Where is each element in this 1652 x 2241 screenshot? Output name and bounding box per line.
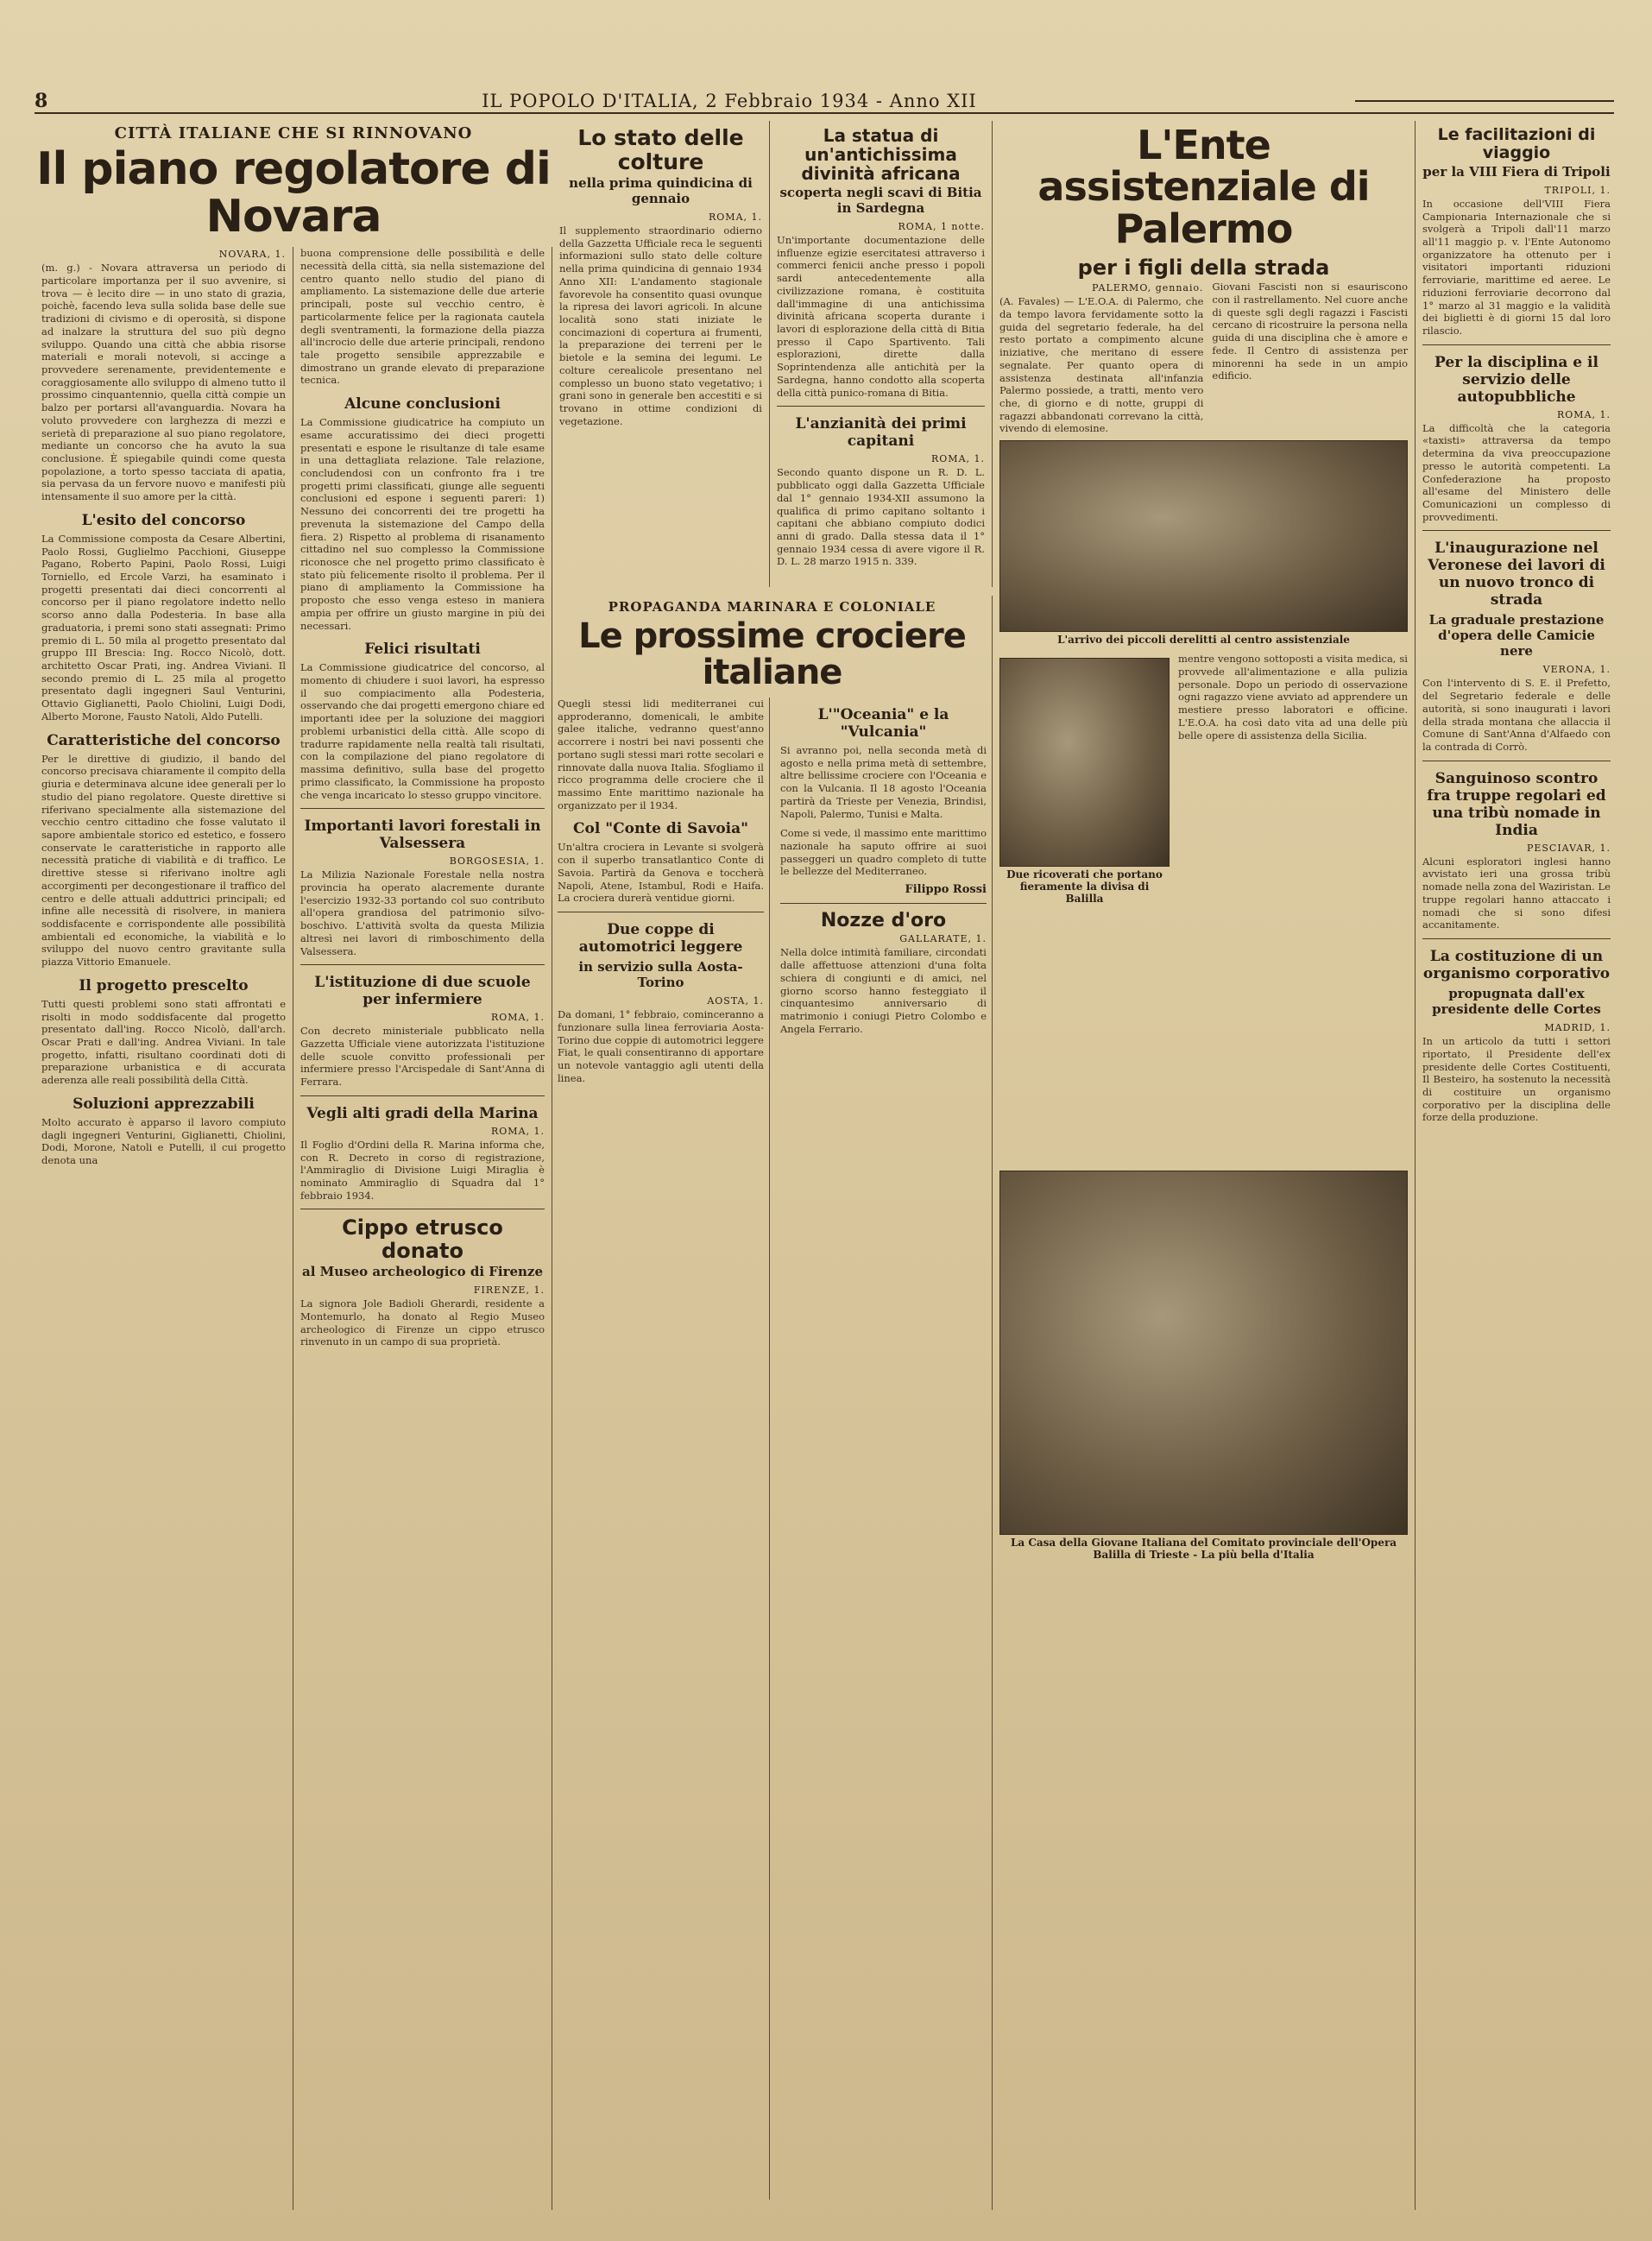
novara-text-5: Molto accurato è apparso il lavoro compiuto dagli ingegneri Venturini, Giglianetti, Chiolini, Dodi, Morone, Natoli e Putelli, il cui progetto denota una xyxy=(41,1115,286,1167)
autopubbliche-text: La difficoltà che la categoria «taxisti» attraversa da tempo determina da viva preoccupazione presso le autorità competenti. La Confederazione ha proposto all'esame del Ministero delle Comunicazioni un complesso di provvedimenti. xyxy=(1422,421,1611,523)
valsessera-dateline: BORGOSESIA, 1. xyxy=(449,855,545,868)
nozze-headline: Nozze d'oro xyxy=(820,910,947,932)
palermo-text-2: Giovani Fascisti non si esauriscono con il rastrellamento. Nel cuore anche di queste sgli degli ragazzi i Fascisti cercano di ricostruire la persona nella guida di una disciplina che è amore e fede. Il Centro di assistenza per minorenni ha sede in un ampio edificio. xyxy=(1212,281,1408,382)
palermo-text-3: mentre vengono sottoposti a visita medica, si provvede all'alimentazione e alla pulizia personale. Dopo un periodo di osservazione ogni ragazzo viene avviato ad apprendere un mestiere presso laboratori e officine. L'E.O.A. ha così dato vita ad una delle più belle opere di assistenza della Sicilia. xyxy=(1178,653,1408,742)
automotrici-text: Da domani, 1° febbraio, cominceranno a funzionare sulla linea ferroviaria Aosta-Torino due coppie di automotrici leggere Fiat, le quali consentiranno di apportare un notevole vantaggio agli utenti della linea. xyxy=(558,1008,764,1084)
palermo-column-left xyxy=(999,281,1203,435)
cortes-text: In un articolo da tutti i settori riportato, il Presidente dell'ex presidente delle Cortes Costituenti, Il Besteiro, ha sostenuto la necessità di costituire un organismo corporativo per la disciplina delle forze della produzione. xyxy=(1422,1035,1611,1124)
colture-headline: Lo stato delle colture xyxy=(577,125,744,174)
photo-arrival xyxy=(999,440,1408,632)
marina-text: Il Foglio d'Ordini della R. Marina informa che, con R. Decreto in corso di registrazione, l'Ammiraglio di Divisione Luigi Miraglia è nominato Ammiraglio di Squadra dal 1° febbraio 1934. xyxy=(300,1138,545,1202)
novara-column-left xyxy=(35,247,293,2210)
cortes-subheadline: propugnata dall'ex presidente delle Cortes xyxy=(1432,986,1601,1018)
tripoli-headline: Le facilitazioni di viaggio xyxy=(1437,125,1596,162)
novara-text-2: La Commissione composta da Cesare Albertini, Paolo Rossi, Guglielmo Pacchioni, Giuseppe Pagano, Roberto Papini, Paolo Rossi, Luigi Torniello, ed Ercole Varzi, ha esaminato i progetti presentati dai dieci concorrenti al concorso per il piano regolatore indetto nello scorso anno dalla Podesteria. In base alla graduatoria, i premi sono stati assegnati: Primo premio di L. 50 mila al progetto presentato dal gruppo III Brescia: Ing. Rocco Nicolò, dott. architetto Oscar Prati, ing. Andrea Viviani. Il secondo premio di L. 25 mila al progetto presentato dagli ingegneri Saul Venturini, Ottavio Giglianetti, Paolo Chiolini, Luigi Dodi, Alberto Morone, Fausto Natoli, Aldo Putelli. xyxy=(41,532,286,723)
nozze-text: Nella dolce intimità familiare, circondati dalle affettuose attenzioni d'una folta schiera di congiunti e di amici, nel giorno scorso hanno festeggiato il cinquantesimo anniversario di matrimonio i coniugi Pietro Colombo e Angela Ferrario. xyxy=(780,946,987,1035)
colture-text: Il supplemento straordinario odierno della Gazzetta Ufficiale reca le seguenti informazioni sullo stato delle colture nella prima quindicina di gennaio 1934 Anno XII: L'andamento stagionale favorevole ha consentito quasi ovunque la ripresa dei lavori agricoli. In alcune località sono stati iniziate le concimazioni di copertura ai frumenti, la preparazione dei terreni per le bietole e la semina dei legumi. Le colture cerealicole presentano nel complesso un buono stato vegetativo; i grani sono in generale ben accestiti e si trovano in ottime condizioni di vegetazione. xyxy=(559,224,762,427)
scuole-headline: L'istituzione di due scuole per infermiere xyxy=(314,974,531,1009)
tripoli-text: In occasione dell'VIII Fiera Campionaria Internazionale che si svolgerà a Tripoli dall'11 marzo all'11 maggio p. v. l'Ente Autonomo organizzatore ha ottenuto per i visitatori importanti riduzioni ferroviarie, marittime ed aeree. Le riduzioni ferroviarie decorrono dal 1° marzo al 31 maggio e la validità dei biglietti è di giorni 15 dal loro rilascio. xyxy=(1422,197,1611,337)
veronese-subheadline: La graduale prestazione d'opera delle Camicie nere xyxy=(1428,612,1605,660)
marina-dateline: ROMA, 1. xyxy=(491,1125,545,1137)
photo-casa-giovane-caption: La Casa della Giovane Italiana del Comitato provinciale dell'Opera Balilla di Trieste - La più bella d'Italia xyxy=(1010,1537,1397,1562)
palermo-photo-column xyxy=(999,653,1170,912)
palermo-subheadline: per i figli della strada xyxy=(1077,255,1330,280)
marina-headline: Vegli alti gradi della Marina xyxy=(306,1104,539,1122)
divider xyxy=(1422,344,1611,345)
india-text: Alcuni esploratori inglesi hanno avvistato ieri una grossa tribù nomade nella zona del Waziristan. Le truppe regolari hanno attaccato i nomadi che si sono difesi accanitamente. xyxy=(1422,855,1611,931)
header-rule xyxy=(1355,100,1614,102)
crociere-text-3: Un'altra crociera in Levante si svolgerà con il superbo transatlantico Conte di Savoia. Partirà da Genova e toccherà Napoli, Atene, Istambul, Rodi e Haifa. La crociera durerà ventidue giorni. xyxy=(558,841,764,905)
novara-article xyxy=(35,121,552,2210)
scuole-text: Con decreto ministeriale pubblicato nella Gazzetta Ufficiale viene autorizzata l'istituzione delle scuole convitto professionali per infermiere presso l'Arcispedale di Sant'Anna di Ferrara. xyxy=(300,1025,545,1089)
statua-text: Un'importante documentazione delle influenze egizie esercitatesi attraverso i commerci fenicii anche presso i popoli sardi antecedentemente alla civilizzazione romana, è costituita dall'immagine di una antichissima divinità africana scoperta durante i lavori di esplorazione della città di Bitia presso il Capo Spartivento. Tali esplorazioni, dirette dalla Soprintendenza alle antichità per la Sardegna, hanno condotto alla scoperta della città punico-romana di Bitia. xyxy=(777,234,985,399)
capitani-text: Secondo quanto dispone un R. D. L. pubblicato oggi dalla Gazzetta Ufficiale dal 1° gennaio 1934-XII assumono la qualifica di primo capitano soltanto i capitani che abbiano compiuto dodici anni di grado. Dalla stessa data il 1° gennaio 1934 cessa di avere vigore il R. D. L. 28 marzo 1915 n. 339. xyxy=(777,466,985,568)
novara-section-progetto: Il progetto prescelto xyxy=(79,976,249,994)
tripoli-dateline: TRIPOLI, 1. xyxy=(1544,184,1611,196)
capitani-headline: L'anzianità dei primi capitani xyxy=(795,415,967,451)
palermo-article xyxy=(993,121,1416,2210)
page-number: 8 xyxy=(35,90,48,112)
crociere-headline: Le prossime crociere italiane xyxy=(578,616,966,692)
newspaper-title: IL POPOLO D'ITALIA, 2 Febbraio 1934 - Anno XII xyxy=(482,91,977,111)
automotrici-headline: Due coppe di automotrici leggere xyxy=(578,921,743,956)
divider xyxy=(1422,938,1611,939)
palermo-dateline: PALERMO, gennaio. xyxy=(1092,282,1204,294)
autopubbliche-headline: Per la disciplina e il servizio delle autopubbliche xyxy=(1434,353,1598,406)
crociere-column-left xyxy=(558,698,770,2200)
crociere-signature: Filippo Rossi xyxy=(905,883,987,897)
crociere-text-1: Quegli stessi lidi mediterranei cui approderanno, domenicali, le ambite galee italiche, vedranno quest'anno accorrere i nostri bei navi possenti che portano sugli stessi mari rotte secolari e rinnovate dalla nuova Italia. Sfogliamo il ricco programma delle crociere che il massimo Ente marittimo nazionale ha organizzato per il 1934. xyxy=(558,698,764,811)
crociere-section-conte: Col "Conte di Savoia" xyxy=(572,820,749,838)
palermo-column-right xyxy=(1212,281,1408,435)
cippo-dateline: FIRENZE, 1. xyxy=(473,1285,545,1297)
crociere-column-right xyxy=(780,698,987,2200)
novara-text-1: (m. g.) - Novara attraversa un periodo di particolare importanza per il suo avvenire, si trova — è lecito dire — in uno stato di grazia, poichè, facendo leva sulla solida base delle sue tradizioni di civismo e di operosità, si dispone ad inalzare la struttura del suo più degno sviluppo. Quando una città che abbia risorse materiali e morali notevoli, si accinge a provvedere serenamente, previdentemente e coraggiosamente allo sviluppo di almeno tutto il prossimo cinquantennio, quella città compie un balzo per portarsi all'avanguardia. Novara ha voluto provvedere con larghezza di mezzi e serietà di preparazione al suo piano regolatore, mediante un concorso che ha avuto la sua conclusione. È spiegabile quindi come questa popolazione, a torto spesso tacciata di apatia, sia pervasa da un fervore nuovo e manifesti più intensamente il suo amore per la città. xyxy=(41,262,286,503)
colture-dateline: ROMA, 1. xyxy=(709,211,762,223)
divider xyxy=(300,964,545,965)
statua-dateline: ROMA, 1 notte. xyxy=(898,221,985,232)
colture-article xyxy=(552,121,770,587)
scuole-dateline: ROMA, 1. xyxy=(491,1012,545,1024)
cippo-headline: Cippo etrusco donato xyxy=(342,1215,503,1263)
cortes-headline: La costituzione di un organismo corporativo xyxy=(1422,948,1611,983)
novara-text-6: buona comprensione delle possibilità e delle necessità della città, sia nella sistemazione del centro quanto nello studio del piano di ampliamento. La sistemazione delle due arterie principali, poste sul vecchio centro, è particolarmente felice per la ragionata cautela degli sventramenti, la formazione della piazza all'incrocio delle due arterie principali, rendono tale progetto sensibile apprezzabile e dimostrano un grande elevato di preparazione tecnica. xyxy=(300,247,545,387)
automotrici-subheadline: in servizio sulla Aosta-Torino xyxy=(578,959,743,991)
automotrici-dateline: AOSTA, 1. xyxy=(707,995,764,1007)
divider xyxy=(1422,530,1611,531)
crociere-section-oceania: L'"Oceania" e la "Vulcania" xyxy=(817,706,949,741)
india-headline: Sanguinoso scontro fra truppe regolari ed una tribù nomade in India xyxy=(1427,769,1606,839)
palermo-headline: L'Ente assistenziale di Palermo xyxy=(1037,122,1370,252)
statua-headline: La statua di un'antichissima divinità africana xyxy=(801,125,961,184)
photo-balilla xyxy=(999,658,1170,867)
crociere-article xyxy=(552,596,993,2210)
novara-headline: Il piano regolatore di Novara xyxy=(36,143,551,243)
statua-article xyxy=(770,121,993,587)
novara-section-risultati: Felici risultati xyxy=(364,641,481,659)
novara-section-caratteristiche: Caratteristiche del concorso xyxy=(47,731,281,749)
novara-section-conclusioni: Alcune conclusioni xyxy=(344,395,501,413)
veronese-headline: L'inaugurazione nel Veronese dei lavori di un nuovo tronco di strada xyxy=(1428,540,1605,609)
novara-text-3: Per le direttive di giudizio, il bando del concorso precisava chiaramente il compito della giuria e determinava alcune idee generali per lo studio del piano regolatore. Queste direttive si riferivano specialmente alla sistemazione del vecchio centro cittadino che fosse valutato il sapore ambientale storico ed estetico, e fossero conservate le caratteristiche in rapporto alle necessità pratiche di viabilità e di traffico. Le direttive stesse si riferivano inoltre agli accorgimenti per decongestionare il traffico del centro e delle attuali adduttrici principali; ed infine alle necessità di risolvere, in maniera soddisfacente e corrispondente alle possibilità ambientali ed economiche, la viabilità e lo sviluppo del nuovo centro gravitante sulla piazza Vittorio Emanuele. xyxy=(41,752,286,969)
divider xyxy=(300,808,545,809)
novara-text-8: La Commissione giudicatrice del concorso, al momento di chiudere i suoi lavori, ha espresso il suo compiacimento alla Podesteria, osservando che dai progetti emergono chiare ed importanti idee per la soluzione dei maggiori problemi urbanistici della città. Alle scopo di tradurre rapidamente nella realtà tali risultati, con la compilazione del piano regolatore di massima definitivo, sulla base del progetto primo classificato, la Commissione ha proposto che venga incaricato lo stesso gruppo vincitore. xyxy=(300,661,545,801)
palermo-text-1: (A. Favales) — L'E.O.A. di Palermo, che da tempo lavora fervidamente sotto la guida del segretario federale, ha del resto portato a compimento alcune iniziative, che meritano di essere segnalate. Per quanto opera di assistenza destinata all'infanzia Palermo possiede, a tratti, mento vero che, di giorno e di notte, gruppi di ragazzi abbandonati correvano la città, vivendo di elemosine. xyxy=(999,295,1204,435)
tripoli-article xyxy=(1416,121,1617,2210)
crociere-text-4: Come si vede, il massimo ente marittimo nazionale ha saputo offrire ai suoi passeggeri un quadro completo di tutte le bellezze del Mediterraneo. xyxy=(780,827,987,878)
palermo-column-continued xyxy=(1178,653,1408,912)
divider xyxy=(300,1095,545,1096)
capitani-dateline: ROMA, 1. xyxy=(931,453,985,465)
divider xyxy=(777,406,985,407)
photo-arrival-caption: L'arrivo dei piccoli derelitti al centro assistenziale xyxy=(1057,634,1350,647)
crociere-kicker: PROPAGANDA MARINARA E COLONIALE xyxy=(608,599,936,615)
novara-kicker: CITTÀ ITALIANE CHE SI RINNOVANO xyxy=(114,124,473,142)
divider xyxy=(780,903,987,904)
cippo-text: La signora Jole Badioli Gherardi, residente a Montemurlo, ha donato al Regio Museo archeologico di Firenze un cippo etrusco rinvenuto in un campo di sua proprietà. xyxy=(300,1297,545,1348)
colture-subheadline: nella prima quindicina di gennaio xyxy=(569,175,753,206)
page-header xyxy=(35,90,1614,114)
valsessera-text: La Milizia Nazionale Forestale nella nostra provincia ha operato alacremente durante l'esercizio 1932-33 portando col suo contributo all'opera grandiosa del patrimonio silvo-boschivo. L'attività svolta da questa Milizia altresì nei lavori di rimboschimento della Valsessera. xyxy=(300,868,545,957)
novara-dateline: NOVARA, 1. xyxy=(218,249,286,261)
statua-subheadline: scoperta negli scavi di Bitia in Sardegna xyxy=(779,185,982,216)
novara-text-7: La Commissione giudicatrice ha compiuto un esame accuratissimo dei dieci progetti presentati e espone le risultanze di tale esame in una dettagliata relazione. Tale relazione, concludendosi con un confronto fra i tre progetti primi classificati, giunge alle seguenti conclusioni ed espone i seguenti pareri: 1) Nessuno dei concorrenti dei tre progetti ha prevenuta la sistemazione del Campo della fiera. 2) Rispetto al problema di risanamento cittadino nel suo complesso la Commissione riconosce che nel progetto primo classificato è stato più felicemente risolto il problema. Per il piano di ampliamento la Commissione ha proposto che esso venga esteso in maniera ampia per offrire un giusto margine in più dei necessari. xyxy=(300,416,545,632)
crociere-text-2: Si avranno poi, nella seconda metà di agosto e nella prima metà di settembre, altre bellissime crociere con l'Oceania e con la Vulcania. Il 18 agosto l'Oceania partirà da Trieste per Venezia, Brindisi, Napoli, Palermo, Tunisi e Malta. xyxy=(780,744,987,820)
novara-section-soluzioni: Soluzioni apprezzabili xyxy=(73,1095,255,1113)
photo-casa-giovane xyxy=(999,1171,1408,1535)
veronese-text: Con l'intervento di S. E. il Prefetto, del Segretario federale e delle autorità, si sono inaugurati i lavori della strada montana che allaccia il Comune di Sant'Anna d'Alfaedo con la contrada di Corrò. xyxy=(1422,677,1611,754)
nozze-dateline: GALLARATE, 1. xyxy=(899,933,987,945)
novara-column-right xyxy=(293,247,552,2210)
autopubbliche-dateline: ROMA, 1. xyxy=(1557,408,1611,420)
cortes-dateline: MADRID, 1. xyxy=(1544,1022,1611,1034)
veronese-dateline: VERONA, 1. xyxy=(1542,664,1611,676)
valsessera-headline: Importanti lavori forestali in Valsessera xyxy=(304,817,541,853)
novara-section-esito: L'esito del concorso xyxy=(81,511,246,529)
tripoli-subheadline: per la VIII Fiera di Tripoli xyxy=(1422,163,1611,180)
photo-balilla-caption: Due ricoverati che portano fieramente la divisa di Balilla xyxy=(1006,868,1163,906)
india-dateline: PESCIAVAR, 1. xyxy=(1526,842,1611,854)
novara-text-4: Tutti questi problemi sono stati affrontati e risolti in modo soddisfacente dal progetto presentato dall'ing. Rocco Nicolò, dall'arch. Oscar Prati e dall'ing. Andrea Viviani. In tale progetto, infatti, risultano coordinati doti di preparazione urbanistica e di accurata aderenza alle reali possibilità della Città. xyxy=(41,997,286,1087)
cippo-subheadline: al Museo archeologico di Firenze xyxy=(302,1264,543,1280)
